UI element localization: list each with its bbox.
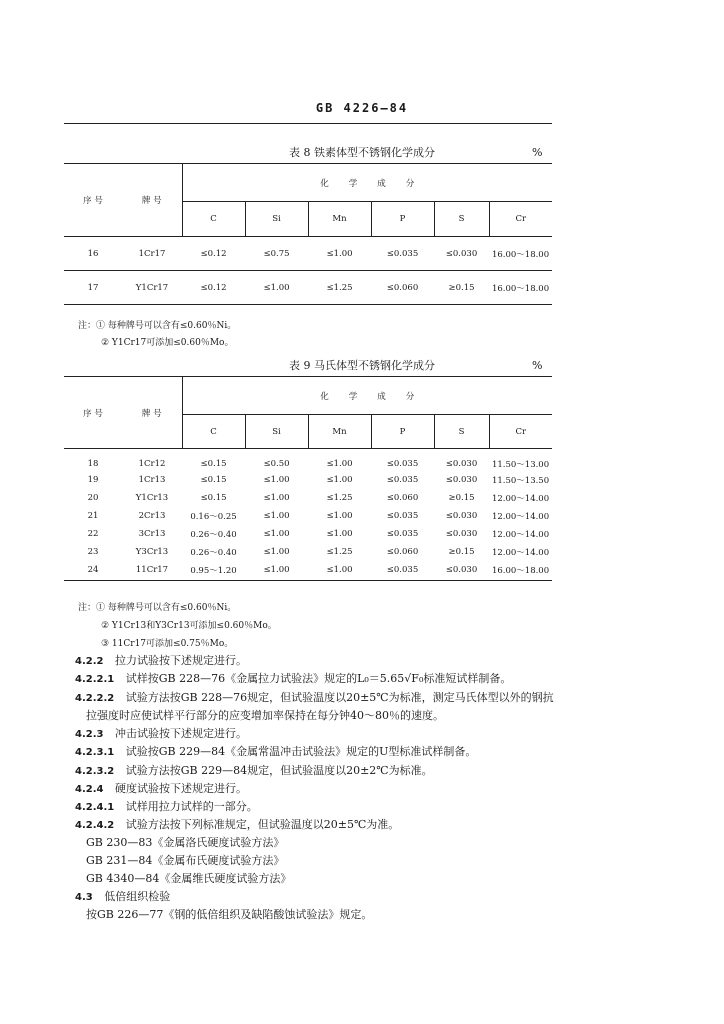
table-cell: ≤1.00 — [326, 458, 353, 469]
table-cell: ≤0.060 — [386, 546, 419, 557]
table-cell: 2Cr13 — [138, 510, 166, 521]
table-cell: 1Cr17 — [138, 248, 166, 259]
table-cell: ≤1.00 — [263, 528, 290, 539]
table-row — [64, 525, 552, 543]
table-cell: ≤0.035 — [386, 458, 419, 469]
table-cell: ≤1.00 — [263, 510, 290, 521]
section-number: 4.2.3 — [75, 729, 104, 740]
table-cell: 12.00～14.00 — [491, 493, 550, 504]
table8-col-si: Si — [245, 202, 308, 237]
table-cell: 19 — [87, 474, 99, 485]
table-cell: ≥0.15 — [448, 492, 475, 503]
section-number: 4.2.4.1 — [75, 802, 115, 813]
table-cell: ≥0.15 — [434, 271, 489, 305]
table-row — [64, 449, 552, 471]
section-number: 4.2.3.2 — [75, 766, 115, 777]
table-cell: ≤0.030 — [445, 248, 478, 259]
table-cell: 16.00～18.00 — [489, 561, 552, 581]
section-4-2-4-2 — [75, 816, 399, 832]
section-text: 试验方法按下列标准规定，但试验温度以20±5℃为准。 — [125, 818, 400, 831]
section-text: GB 231—84《金属布氏硬度试验方法》 — [86, 854, 285, 867]
table-cell: ≤0.030 — [445, 528, 478, 539]
section-number: 4.3 — [75, 892, 93, 903]
table-cell: ≤1.25 — [326, 492, 353, 503]
table8 — [64, 163, 552, 305]
section-text: 拉强度时应使试样平行部分的应变增加率保持在每分钟40～80％的速度。 — [86, 709, 444, 722]
table-cell: ≤0.035 — [371, 561, 434, 581]
table-cell: 0.16～0.25 — [190, 511, 237, 522]
table-cell: 24 — [64, 561, 122, 581]
table-cell: 11.50～13.50 — [491, 475, 550, 486]
table8-note-2: ② Y1Cr17可添加≤0.60％Mo。 — [101, 338, 234, 348]
table9-col-s: S — [434, 415, 489, 449]
table-cell: Y1Cr17 — [122, 271, 182, 305]
section-4-2-2-1 — [75, 670, 511, 686]
table-cell: 11Cr17 — [122, 561, 182, 581]
table8-unit: % — [532, 146, 543, 159]
table8-col-s: S — [434, 202, 489, 237]
table8-col-cr: Cr — [489, 202, 552, 237]
table9-caption: 表 9 马氏体型不锈钢化学成分 — [289, 359, 435, 372]
section-4-2-4-1 — [75, 798, 258, 814]
table9-header-grade: 牌 号 — [122, 377, 182, 449]
table-row — [64, 489, 552, 507]
table-cell: 22 — [87, 528, 99, 539]
table8-header-group: 化学成分 — [182, 164, 552, 202]
table9-note-1: 注：① 每种牌号可以含有≤0.60％Ni。 — [78, 603, 237, 613]
section-text: GB 230—83《金属洛氏硬度试验方法》 — [86, 836, 285, 849]
table-cell: ≤1.00 — [326, 474, 353, 485]
section-text: 试验方法按GB 228—76规定，但试验温度以20±5℃为标准，测定马氏体型以外的钢抗 — [125, 691, 554, 704]
table-cell: ≤1.00 — [326, 528, 353, 539]
table-row — [64, 271, 552, 305]
section-text: 冲击试验按下述规定进行。 — [114, 727, 247, 740]
table9-col-c: C — [182, 415, 245, 449]
section-4-2-3 — [75, 725, 247, 741]
section-text: 试样用拉力试样的一部分。 — [125, 800, 258, 813]
section-number: 4.2.2 — [75, 656, 104, 667]
table-row — [64, 471, 552, 489]
section-4-2-2-2 — [75, 689, 554, 705]
section-number: 4.2.4 — [75, 784, 104, 795]
table-cell: ≤1.00 — [263, 492, 290, 503]
table8-col-p: P — [371, 202, 434, 237]
table-cell: ≤0.035 — [386, 528, 419, 539]
table-cell: 0.95～1.20 — [182, 561, 245, 581]
table9-note-3: ③ 11Cr17可添加≤0.75％Mo。 — [101, 639, 234, 649]
table-cell: ≤0.030 — [445, 458, 478, 469]
table-row — [64, 507, 552, 525]
table-cell: ≤1.00 — [245, 271, 308, 305]
standard-ref-gb4340 — [86, 870, 291, 886]
table9-col-p: P — [371, 415, 434, 449]
table-cell: ≤0.15 — [200, 458, 227, 469]
table9-col-mn: Mn — [308, 415, 371, 449]
table9-header-group: 化学成分 — [182, 377, 552, 415]
section-text: 试验方法按GB 229—84规定，但试验温度以20±2℃为标准。 — [125, 764, 433, 777]
section-4-3 — [75, 888, 170, 904]
table-cell: ≤0.035 — [386, 510, 419, 521]
table-cell: 16.00～18.00 — [489, 271, 552, 305]
table9-unit: % — [532, 359, 543, 372]
table-cell: ≤0.15 — [200, 474, 227, 485]
table-cell: ≤1.00 — [263, 474, 290, 485]
section-number: 4.2.2.1 — [75, 674, 115, 685]
table-cell: 20 — [87, 492, 99, 503]
table-cell: ≤0.12 — [182, 271, 245, 305]
section-text: 低倍组织检验 — [104, 890, 171, 903]
table-cell: 12.00～14.00 — [491, 547, 550, 558]
table-cell: ≥0.15 — [448, 546, 475, 557]
table9-col-cr: Cr — [489, 415, 552, 449]
table-cell: 0.26～0.40 — [190, 547, 237, 558]
table-cell: ≤1.00 — [308, 561, 371, 581]
section-text: GB 4340—84《金属维氏硬度试验方法》 — [86, 872, 292, 885]
table-row — [64, 543, 552, 561]
section-4-3-text — [86, 906, 372, 922]
table8-note-1: 注：① 每种牌号可以含有≤0.60％Ni。 — [78, 321, 237, 331]
table-cell: ≤1.25 — [308, 271, 371, 305]
document-code: GB 4226—84 — [315, 101, 409, 115]
table8-col-c: C — [182, 202, 245, 237]
table9-header-no: 序 号 — [64, 377, 122, 449]
section-text: 按GB 226—77《钢的低倍组织及缺陷酸蚀试验法》规定。 — [86, 908, 373, 921]
table-cell: ≤1.00 — [326, 248, 353, 259]
section-4-2-3-2 — [75, 762, 433, 778]
section-text: 拉力试验按下述规定进行。 — [114, 654, 247, 667]
section-text: 试验按GB 229—84《金属常温冲击试验法》规定的U型标准试样制备。 — [125, 745, 477, 758]
table8-header-grade: 牌 号 — [122, 164, 182, 237]
standard-ref-gb230 — [86, 834, 284, 850]
section-4-2-2-2-cont — [86, 707, 444, 723]
section-4-2-4 — [75, 780, 247, 796]
table-cell: ≤0.030 — [434, 561, 489, 581]
table-cell: ≤0.50 — [263, 458, 290, 469]
table-cell: 16.00～18.00 — [491, 249, 550, 260]
table-cell: 21 — [87, 510, 99, 521]
table-cell: 17 — [64, 271, 122, 305]
section-4-2-2 — [75, 652, 247, 668]
table-cell: 23 — [87, 546, 99, 557]
section-number: 4.2.3.1 — [75, 747, 115, 758]
table8-caption: 表 8 铁素体型不锈钢化学成分 — [289, 146, 435, 159]
table-cell: Y3Cr13 — [135, 546, 169, 557]
table-cell: 1Cr13 — [138, 474, 166, 485]
standard-ref-gb231 — [86, 852, 284, 868]
table-cell: ≤0.030 — [445, 510, 478, 521]
section-text: 试样按GB 228—76《金属拉力试验法》规定的L₀＝5.65√F₀标准短试样制备。 — [125, 672, 512, 685]
table-cell: ≤0.15 — [200, 492, 227, 503]
table-cell: ≤0.035 — [386, 248, 419, 259]
table-cell: ≤0.030 — [445, 474, 478, 485]
table-cell: 12.00～14.00 — [491, 511, 550, 522]
table-cell: ≤1.25 — [326, 546, 353, 557]
table-cell: ≤1.00 — [326, 510, 353, 521]
table-cell: 18 — [87, 458, 99, 469]
table-cell: 16 — [87, 248, 99, 259]
table-cell: 1Cr12 — [138, 458, 166, 469]
section-number: 4.2.4.2 — [75, 820, 115, 831]
section-number: 4.2.2.2 — [75, 693, 115, 704]
table-cell: 3Cr13 — [138, 528, 166, 539]
section-text: 硬度试验按下述规定进行。 — [114, 782, 247, 795]
table9 — [64, 376, 552, 581]
table-cell: Y1Cr13 — [135, 492, 169, 503]
table-cell: ≤0.12 — [200, 248, 227, 259]
header-rule — [64, 123, 552, 124]
table-cell: ≤1.00 — [263, 546, 290, 557]
section-4-2-3-1 — [75, 743, 476, 759]
table-cell: ≤0.060 — [386, 492, 419, 503]
table8-col-mn: Mn — [308, 202, 371, 237]
table-cell: ≤0.035 — [386, 474, 419, 485]
table-cell: ≤0.75 — [263, 248, 290, 259]
table-cell: ≤1.00 — [245, 561, 308, 581]
table-cell: 12.00～14.00 — [491, 529, 550, 540]
table-row — [64, 237, 552, 271]
table-cell: ≤0.060 — [371, 271, 434, 305]
table9-note-2: ② Y1Cr13和Y3Cr13可添加≤0.60％Mo。 — [101, 621, 277, 631]
table-row — [64, 561, 552, 581]
table-cell: 11.50～13.00 — [491, 459, 550, 470]
table-cell: 0.26～0.40 — [190, 529, 237, 540]
table8-header-no: 序 号 — [64, 164, 122, 237]
table9-col-si: Si — [245, 415, 308, 449]
